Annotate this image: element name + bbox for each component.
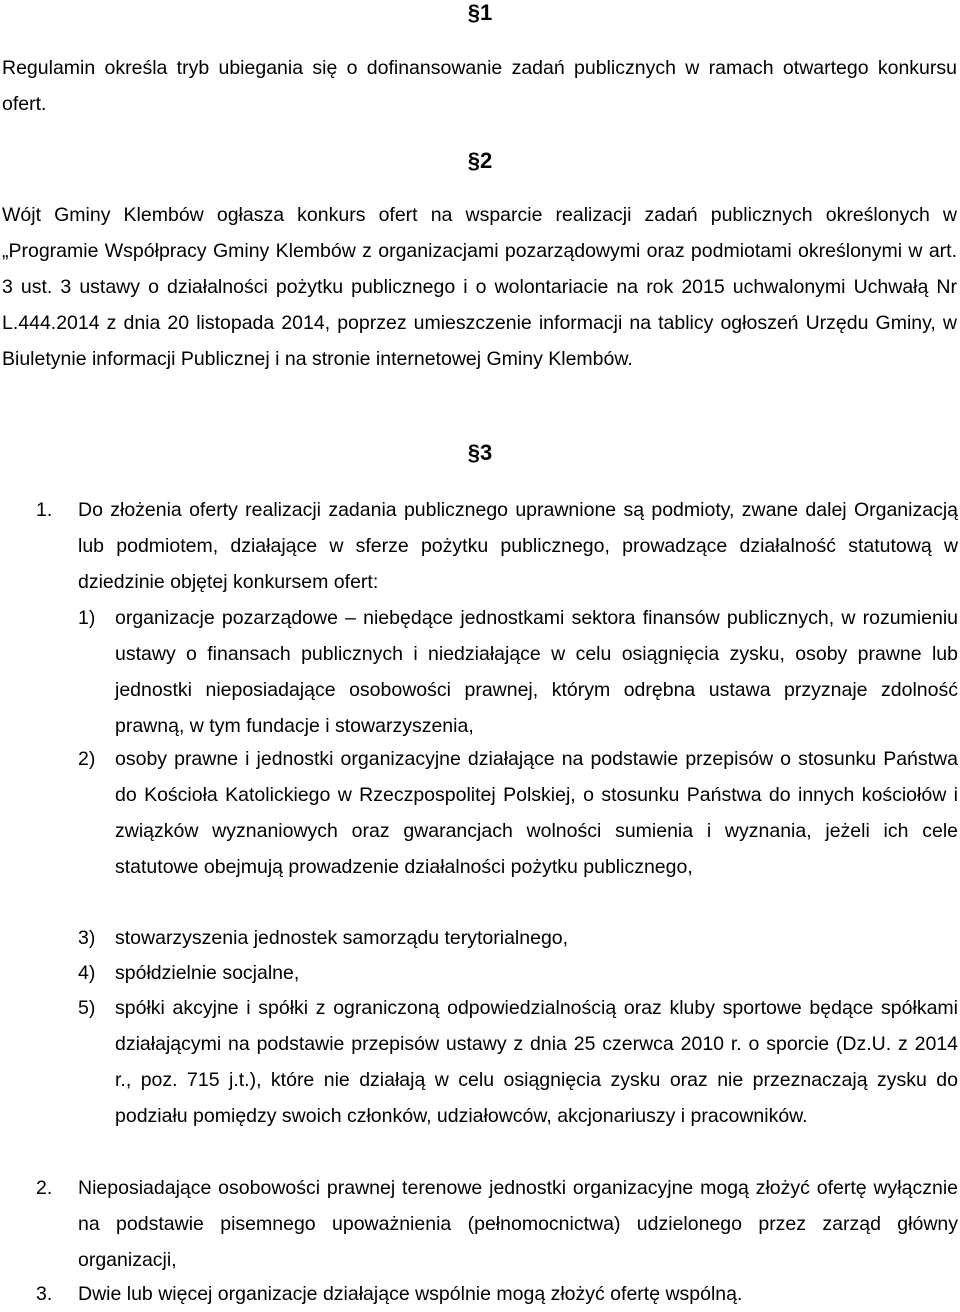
item-text: Dwie lub więcej organizacje działające wspólnie mogą złożyć ofertę wspólną.: [78, 1283, 743, 1305]
section-3-item-1-subitem-5: [78, 990, 958, 1134]
item-number: 1.: [36, 499, 53, 521]
subitem-number: 4): [78, 962, 96, 984]
subitem-text: osoby prawne i jednostki organizacyjne działające na podstawie przepisów o stosunku Państwa do Kościoła Katolickiego w Rzeczpospolitej Polskiej, o stosunku Państwa do innych kościołów i związków wyznaniowych oraz gwarancjach wolności sumienia i wyznania, jeżeli ich cele statutowe obejmują prowadzenie działalności pożytku publicznego,: [115, 748, 958, 878]
section-3-item-1-subitem-2: [78, 741, 958, 885]
section-3-item-1: [36, 492, 958, 600]
section-2-heading: §2: [467, 148, 493, 173]
item-number: 3.: [36, 1283, 53, 1305]
subitem-number: 2): [78, 748, 96, 770]
subitem-text: spółki akcyjne i spółki z ograniczoną odpowiedzialnością oraz kluby sportowe będące spółkami działającymi na podstawie przepisów ustawy z dnia 25 czerwca 2010 r. o sporcie (Dz.U. z 2014 r., poz. 715 j.t.), które nie działają w celu osiągnięcia zysku oraz nie przeznaczają zysku do podziału pomiędzy swoich członków, udziałowców, akcjonariuszy i pracowników.: [115, 997, 958, 1127]
section-3-item-2: [36, 1170, 958, 1278]
item-number: 2.: [36, 1177, 53, 1199]
section-3-item-3: [36, 1276, 958, 1312]
section-1-paragraph: Regulamin określa tryb ubiegania się o dofinansowanie zadań publicznych w ramach otwartego konkursu ofert.: [2, 57, 957, 115]
section-3-item-1-subitem-1: [78, 600, 958, 744]
subitem-number: 3): [78, 927, 96, 949]
section-3-item-1-subitem-4: [78, 955, 958, 991]
subitem-text: organizacje pozarządowe – niebędące jednostkami sektora finansów publicznych, w rozumieniu ustawy o finansach publicznych i niedziałające w celu osiągnięcia zysku, osoby prawne lub jednostki nieposiadające osobowości prawnej, którym odrębna ustawa przyznaje zdolność prawną, w tym fundacje i stowarzyszenia,: [115, 607, 958, 737]
item-text: Do złożenia oferty realizacji zadania publicznego uprawnione są podmioty, zwane dalej Organizacją lub podmiotem, działające w sferze pożytku publicznego, prowadzące działalność statutową w dziedzinie objętej konkursem ofert:: [78, 499, 958, 593]
section-2-paragraph: Wójt Gminy Klembów ogłasza konkurs ofert na wsparcie realizacji zadań publicznych określonych w „Programie Współpracy Gminy Klembów z organizacjami pozarządowymi oraz podmiotami określonymi w art. 3 ust. 3 ustawy o działalności pożytku publicznego i o wolontariacie na rok 2015 uchwalonymi Uchwałą Nr L.444.2014 z dnia 20 listopada 2014, poprzez umieszczenie informacji na tablicy ogłoszeń Urzędu Gminy, w Biuletynie informacji Publicznej i na stronie internetowej Gminy Klembów.: [2, 204, 957, 370]
section-3-heading: §3: [467, 440, 493, 465]
subitem-number: 5): [78, 997, 96, 1019]
section-3-item-1-subitem-3: [78, 920, 958, 956]
section-1-heading: §1: [467, 0, 493, 25]
subitem-text: stowarzyszenia jednostek samorządu terytorialnego,: [115, 927, 569, 949]
subitem-number: 1): [78, 607, 96, 629]
item-text: Nieposiadające osobowości prawnej terenowe jednostki organizacyjne mogą złożyć ofertę wyłącznie na podstawie pisemnego upoważnienia (pełnomocnictwa) udzielonego przez zarząd główny organizacji,: [78, 1177, 958, 1271]
subitem-text: spółdzielnie socjalne,: [115, 962, 300, 984]
